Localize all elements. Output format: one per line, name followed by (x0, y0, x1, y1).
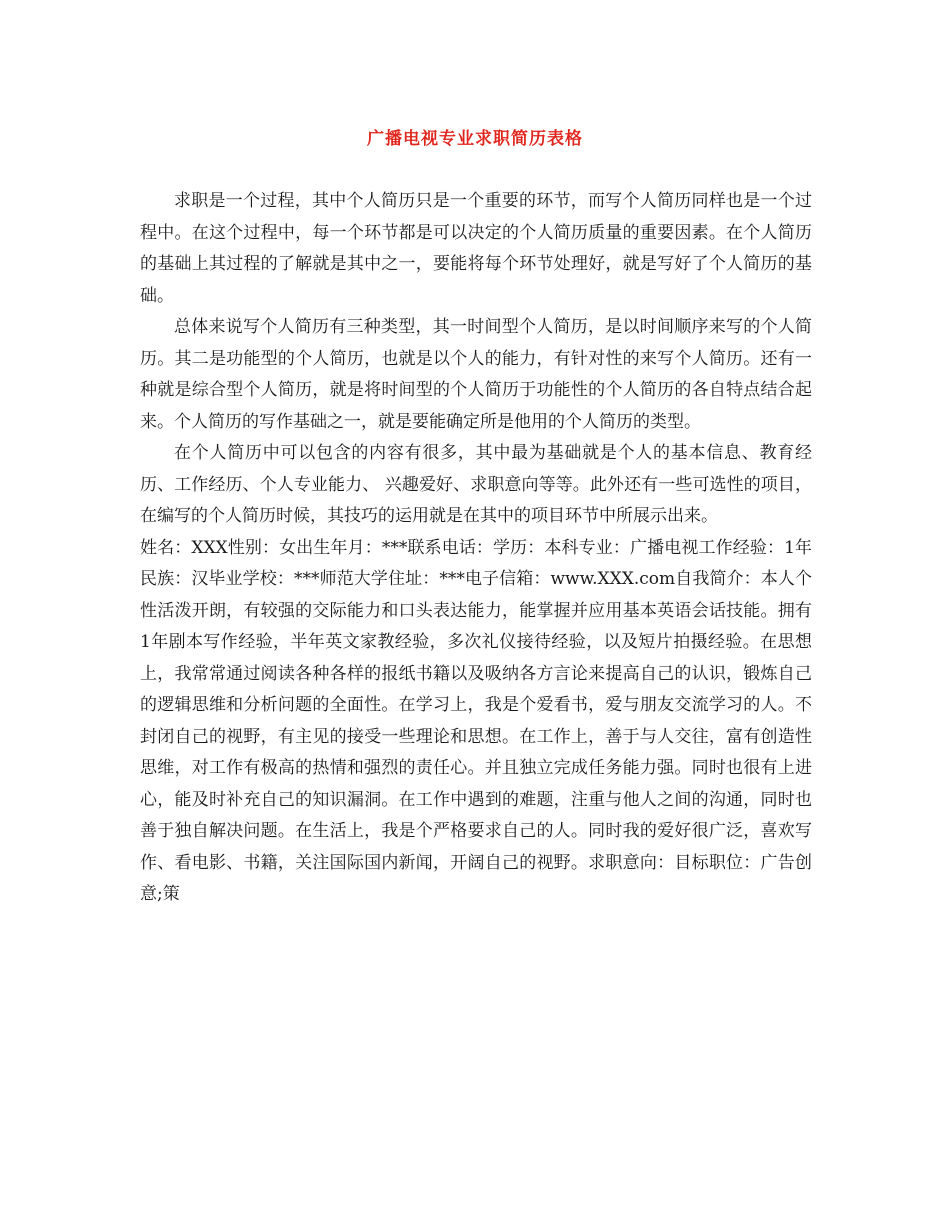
document-body (140, 186, 812, 911)
paragraph-contents: 在个人简历中可以包含的内容有很多，其中最为基础就是个人的基本信息、教育经历、工作经历、个人专业能力、 兴趣爱好、求职意向等等。此外还有一些可选性的项目，在编写的个人简历时候，其技巧的运用就是在其中的项目环节中所展示出来。 (140, 443, 812, 526)
paragraph-intro: 求职是一个过程，其中个人简历只是一个重要的环节，而写个人简历同样也是一个过程中。在这个过程中，每一个环节都是可以决定的个人简历质量的重要因素。在个人简历的基础上其过程的了解就是其中之一，要能将每个环节处理好，就是写好了个人简历的基础。 (140, 191, 812, 306)
resume-details: 姓名：XXX性别：女出生年月：***联系电话：学历：本科专业：广播电视工作经验：1年民族：汉毕业学校：***师范大学住址：***电子信箱：www.XXX.com自我简介：本人个性活泼开朗，有较强的交际能力和口头表达能力，能掌握并应用基本英语会话技能。拥有1年剧本写作经验，半年英文家教经验，多次礼仪接待经验，以及短片拍摄经验。在思想上，我常常通过阅读各种各样的报纸书籍以及吸纳各方言论来提高自己的认识，锻炼自己的逻辑思维和分析问题的全面性。在学习上，我是个爱看书，爱与朋友交流学习的人。不封闭自己的视野，有主见的接受一些理论和思想。在工作上，善于与人交往，富有创造性思维，对工作有极高的热情和强烈的责任心。并且独立完成任务能力强。同时也很有上进心，能及时补充自己的知识漏洞。在工作中遇到的难题，注重与他人之间的沟通，同时也善于独自解决问题。在生活上，我是个严格要求自己的人。同时我的爱好很广泛，喜欢写作、看电影、书籍，关注国际国内新闻，开阔自己的视野。求职意向：目标职位：广告创意;策 (140, 537, 812, 904)
page-title: 广播电视专业求职简历表格 (367, 129, 583, 149)
paragraph-types: 总体来说写个人简历有三种类型，其一时间型个人简历，是以时间顺序来写的个人简历。其二是功能型的个人简历，也就是以个人的能力，有针对性的来写个人简历。还有一种就是综合型个人简历，就是将时间型的个人简历于功能性的个人简历的各自特点结合起来。个人简历的写作基础之一，就是要能确定所是他用的个人简历的类型。 (140, 317, 812, 432)
